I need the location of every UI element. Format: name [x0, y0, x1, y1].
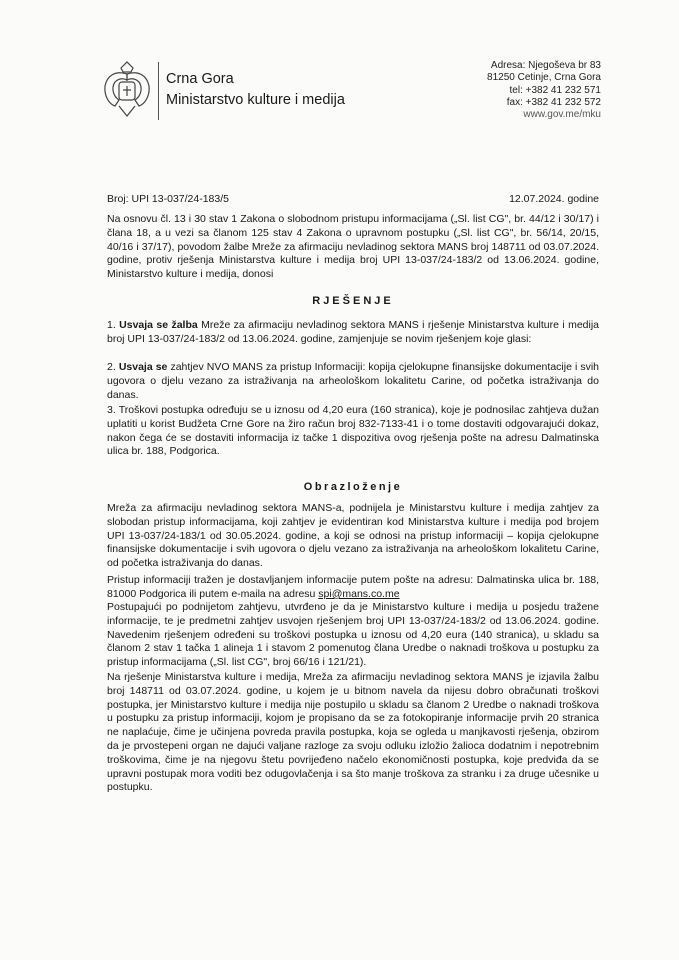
- item-number: 1.: [107, 319, 116, 331]
- email-link[interactable]: spi@mans.co.me: [318, 587, 400, 600]
- reasoning-title: Obrazloženje: [303, 481, 403, 493]
- address-line: Adresa: Njegoševa br 83: [490, 60, 601, 71]
- header-divider: [158, 62, 159, 120]
- item-text: Mreže za afirmaciju nevladinog sektora MANS i rješenje Ministarstva kulture i medija broj UPI 13-037/24-183/2 od 13.06.2024. godine, zamjenjuje se novim rješenjem koje glasi:: [107, 319, 599, 345]
- item-text: Troškovi postupka određuju se u iznosu od 4,20 eura (160 stranica), koje je podnosilac zahtjeva dužan uplatiti u korist Budžeta Crne Gore na žiro račun broj 832-7133-41 i o tome dostaviti odgovarajući dokaz, nakon čega će se dostaviti informacija iz tačke 1 dispozitiva ovog rješenja pošte na adresu Dalmatinska ulica br. 188, Podgorica.: [107, 404, 599, 458]
- coat-of-arms-logo: [101, 60, 153, 118]
- website-link[interactable]: www.gov.me/mku: [523, 109, 601, 121]
- reasoning-paragraph-2: [107, 574, 599, 602]
- document-number: Broj: UPI 13-037/24-183/5: [107, 193, 229, 205]
- phone-line: tel: +382 41 232 571: [509, 84, 601, 96]
- item-bold: Usvaja se: [118, 361, 168, 373]
- document-date: 12.07.2024. godine: [509, 193, 599, 205]
- contact-block: [487, 60, 601, 121]
- country-name: Crna Gora: [166, 71, 234, 87]
- paragraph-text: Pristup informaciji tražen je dostavljanjem informacije putem pošte na adresu: Dalmatinska ulica br. 188, 81000 Podgorica ili putem e-maila na adresu: [107, 574, 599, 600]
- item-number: 2.: [107, 361, 116, 373]
- item-number: 3.: [107, 404, 116, 416]
- decision-item-2: [107, 361, 599, 402]
- decision-title: RJEŠENJE: [312, 295, 394, 307]
- city-line: 81250 Cetinje, Crna Gora: [487, 72, 601, 84]
- intro-paragraph: Na osnovu čl. 13 i 30 stav 1 Zakona o slobodnom pristupu informacijama („Sl. list CG", br. 44/12 i 30/17) i člana 18, a u vezi sa članom 125 stav 4 Zakona o upravnom postupku („Sl. list CG", br. 56/14, 20/15, 40/16 i 37/17), povodom žalbe Mreže za afirmaciju nevladinog sektora MANS broj 148711 od 03.07.2024. godine, protiv rješenja Ministarstva kulture i medija broj UPI 13-037/24-183/2 od 13.06.2024. godine, Ministarstvo kulture i medija, donosi: [107, 213, 599, 281]
- item-text: zahtjev NVO MANS za pristup Informaciji: kopija cjelokupne finansijske dokumentacije i svih ugovora o djelu vezano za istraživanja na arheološkom lokalitetu Carine, od početka istraživanja do danas.: [107, 361, 599, 401]
- fax-line: fax: +382 41 232 572: [506, 96, 601, 108]
- reasoning-paragraph-4: Na rješenje Ministarstva kulture i medija, Mreža za afirmaciju nevladinog sektora MANS je izjavila žalbu broj 148711 od 03.07.2024. godine, u kojem je u bitnom navela da nijesu dobro obračunati troškovi postupka, jer Ministarstvo kulture i medija nije postupilo u skladu sa članom 2 Uredbe o naknadi troškova u postupku za pristup informaciji, kojom je propisano da se za fotokopiranje informacije prvih 20 stranica ne naplaćuje, čime je učinjena povreda pravila postupka, koja se ogleda u manjkavosti rješenja, obzirom da je prvostepeni organ ne dajući valjane razloge za svoju odluku izložio žalioca dodatnim i nepotrebnim troškovima, čime je na njegovu štetu povrijeđeno načelo ekonomičnosti postupka, koje predviđa da se upravni postupak mora voditi bez odugovlačenja i sa što manje troškova za stranku i za druge učesnike u postupku.: [107, 671, 599, 794]
- ministry-name: Ministarstvo kulture i medija: [166, 92, 345, 108]
- reasoning-paragraph-3: Postupajući po podnijetom zahtjevu, utvrđeno je da je Ministarstvo kulture i medija u posjedu tražene informacije, te je predmetni zahtjev usvojen rješenjem broj UPI 13-037/24-183/2 od 13.06.2024. godine. Navedenim rješenjem određeni su troškovi postupka u iznosu od 4,20 eura (140 stranica), u skladu sa članom 2 stav 1 tačka 1 alineja 1 i stavom 2 pomenutog člana Uredbe o naknadi troškova u postupku za pristup informacijama („Sl. list CG", broj 66/16 i 121/21).: [107, 601, 599, 669]
- document-meta: [107, 193, 599, 207]
- decision-item-3: [107, 404, 599, 459]
- item-bold: Usvaja se žalba: [119, 319, 198, 331]
- reasoning-paragraph-1: Mreža za afirmaciju nevladinog sektora MANS-a, podnijela je Ministarstvu kulture i medija zahtjev za slobodan pristup informacijama, koji zahtjev je evidentiran kod Ministarstva kulture i medija pod brojem UPI 13-037/24-183/1 od 30.05.2024. godine, a koji se odnosi na pristup informaciji – kopija cjelokupne finansijske dokumentacije i svih ugovora o djelu vezano za istraživanja na arheološkom lokalitetu Carine, od početka istraživanja do danas.: [107, 502, 599, 570]
- decision-item-1: [107, 319, 599, 347]
